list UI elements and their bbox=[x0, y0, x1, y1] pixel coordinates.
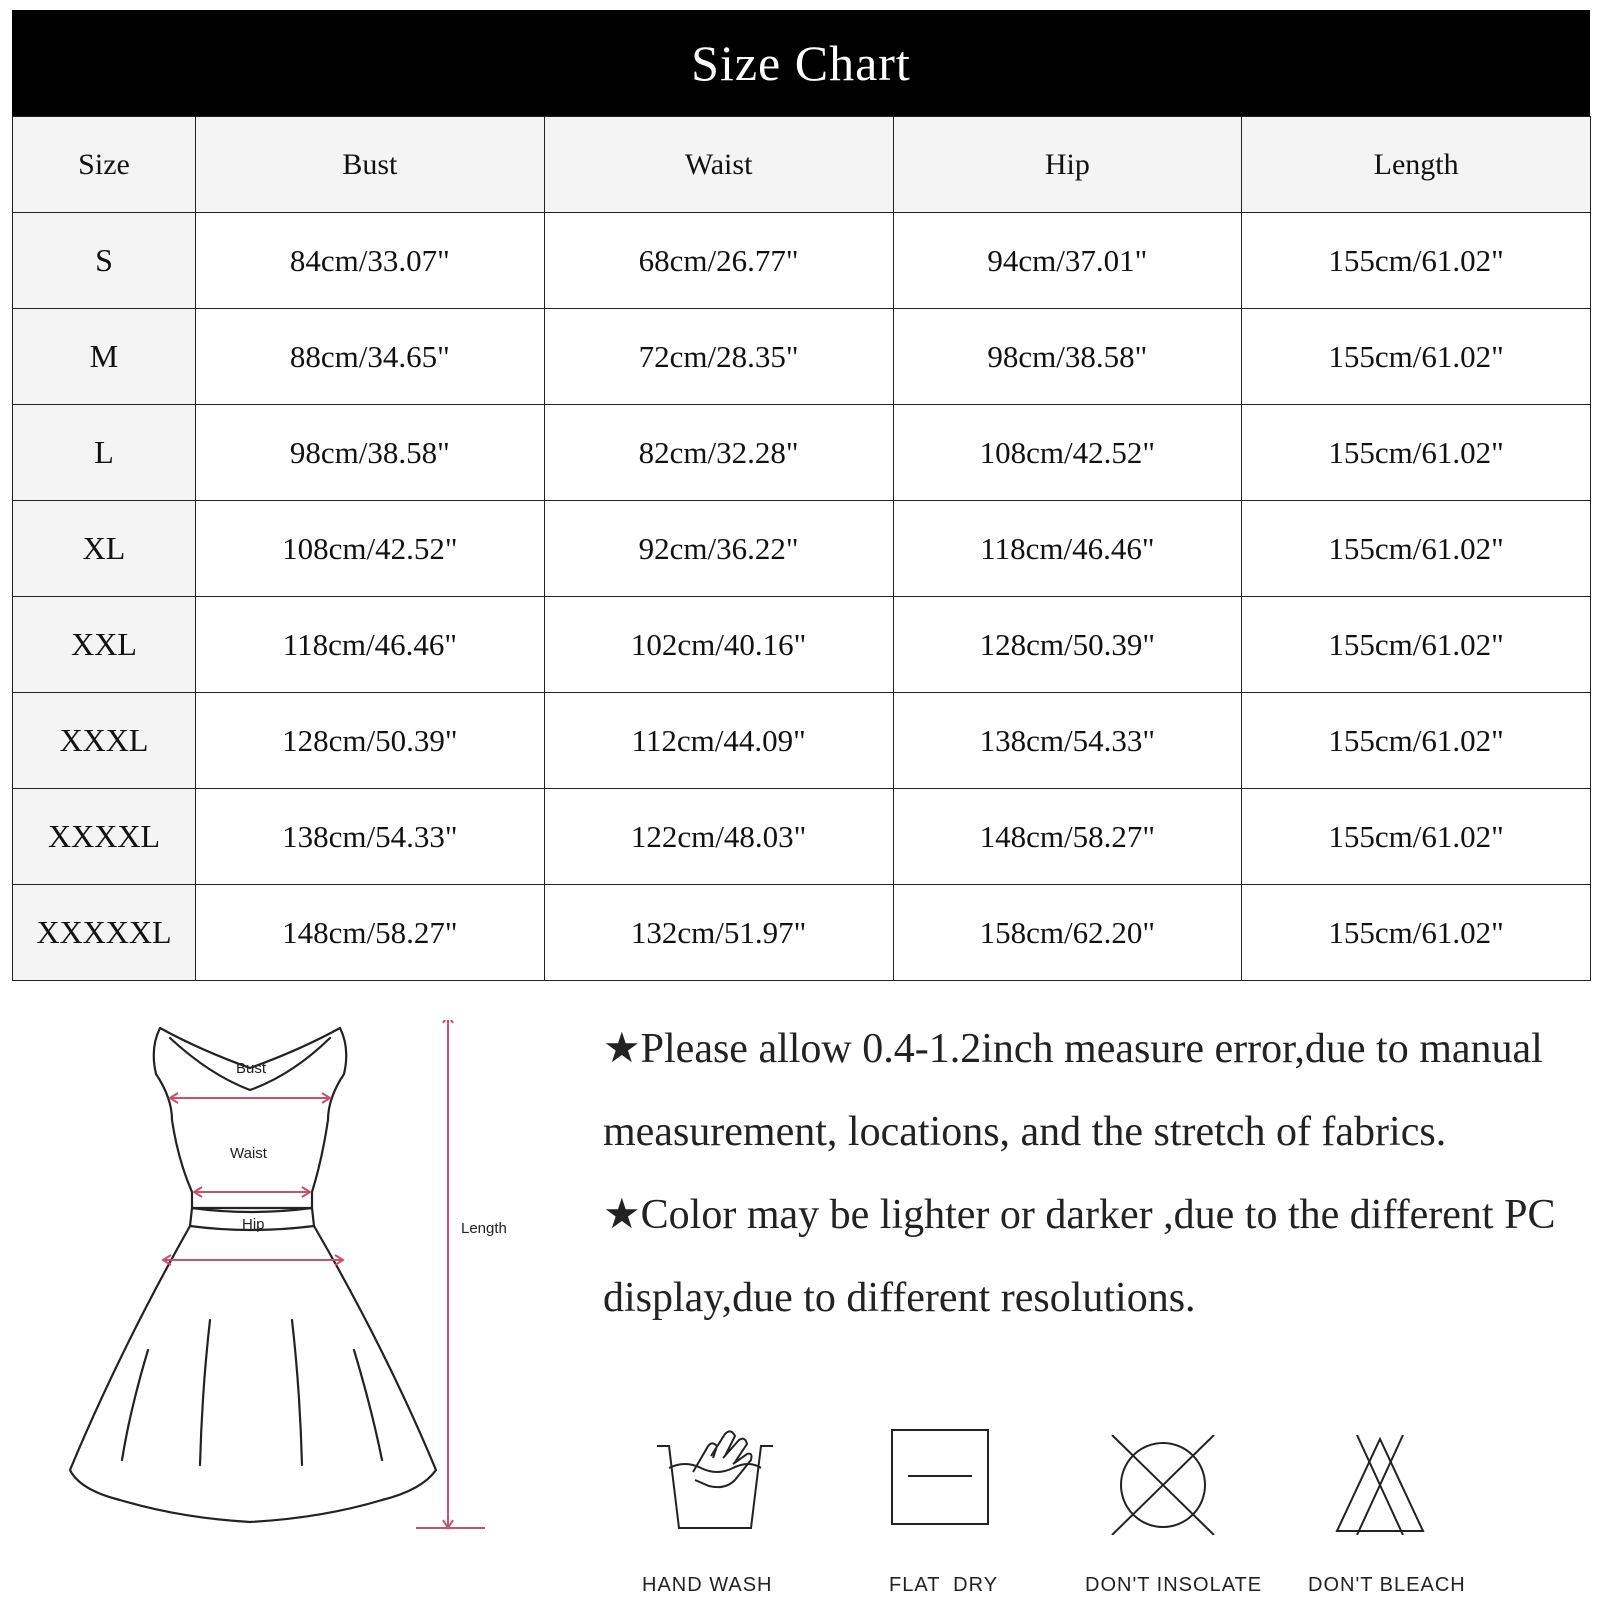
diagram-label-hip: Hip bbox=[242, 1216, 265, 1233]
column-header-hip: Hip bbox=[893, 117, 1242, 213]
table-row bbox=[13, 213, 1591, 309]
cell-bust: 138cm/54.33" bbox=[196, 789, 545, 885]
dress-outline bbox=[60, 1020, 540, 1565]
cell-length: 155cm/61.02" bbox=[1242, 789, 1591, 885]
cell-bust: 148cm/58.27" bbox=[196, 885, 545, 981]
cell-hip: 94cm/37.01" bbox=[893, 213, 1242, 309]
column-header-waist: Waist bbox=[544, 117, 893, 213]
cell-size: XL bbox=[13, 501, 196, 597]
note-color-variance: ★Color may be lighter or darker ,due to the different PC display,due to different resolutions. bbox=[603, 1192, 1556, 1321]
table-row bbox=[13, 309, 1591, 405]
cell-bust: 88cm/34.65" bbox=[196, 309, 545, 405]
size-chart-header bbox=[12, 10, 1590, 116]
cell-size: XXL bbox=[13, 597, 196, 693]
diagram-label-length: Length bbox=[461, 1220, 507, 1237]
product-notes bbox=[603, 1008, 1563, 1340]
table-row bbox=[13, 597, 1591, 693]
cell-length: 155cm/61.02" bbox=[1242, 405, 1591, 501]
cell-bust: 118cm/46.46" bbox=[196, 597, 545, 693]
table-row bbox=[13, 405, 1591, 501]
cell-length: 155cm/61.02" bbox=[1242, 693, 1591, 789]
hand-wash-icon bbox=[655, 1428, 775, 1538]
flat-dry-icon bbox=[890, 1428, 990, 1528]
cell-size: L bbox=[13, 405, 196, 501]
cell-hip: 98cm/38.58" bbox=[893, 309, 1242, 405]
cell-length: 155cm/61.02" bbox=[1242, 885, 1591, 981]
cell-waist: 122cm/48.03" bbox=[544, 789, 893, 885]
diagram-label-bust: Bust bbox=[236, 1060, 267, 1077]
cell-bust: 84cm/33.07" bbox=[196, 213, 545, 309]
cell-hip: 138cm/54.33" bbox=[893, 693, 1242, 789]
cell-size: XXXXXL bbox=[13, 885, 196, 981]
table-header-row bbox=[13, 117, 1591, 213]
table-row bbox=[13, 789, 1591, 885]
cell-hip: 128cm/50.39" bbox=[893, 597, 1242, 693]
care-label-flat-dry: FLAT DRY bbox=[889, 1574, 999, 1596]
cell-waist: 112cm/44.09" bbox=[544, 693, 893, 789]
size-chart bbox=[12, 10, 1590, 981]
column-header-length: Length bbox=[1242, 117, 1591, 213]
table-row bbox=[13, 501, 1591, 597]
cell-waist: 102cm/40.16" bbox=[544, 597, 893, 693]
cell-hip: 148cm/58.27" bbox=[893, 789, 1242, 885]
cell-hip: 158cm/62.20" bbox=[893, 885, 1242, 981]
care-label-dont-insolate: DON'T INSOLATE bbox=[1085, 1574, 1263, 1596]
cell-length: 155cm/61.02" bbox=[1242, 501, 1591, 597]
cell-size: S bbox=[13, 213, 196, 309]
table-row bbox=[13, 693, 1591, 789]
note-measure-error: ★Please allow 0.4-1.2inch measure error,due to manual measurement, locations, and the stretch of fabrics. bbox=[603, 1026, 1543, 1155]
cell-waist: 82cm/32.28" bbox=[544, 405, 893, 501]
cell-bust: 108cm/42.52" bbox=[196, 501, 545, 597]
cell-waist: 72cm/28.35" bbox=[544, 309, 893, 405]
cell-bust: 128cm/50.39" bbox=[196, 693, 545, 789]
diagram-label-waist: Waist bbox=[230, 1145, 267, 1162]
cell-size: M bbox=[13, 309, 196, 405]
cell-length: 155cm/61.02" bbox=[1242, 213, 1591, 309]
cell-size: XXXXL bbox=[13, 789, 196, 885]
cell-hip: 108cm/42.52" bbox=[893, 405, 1242, 501]
column-header-bust: Bust bbox=[196, 117, 545, 213]
cell-hip: 118cm/46.46" bbox=[893, 501, 1242, 597]
care-label-hand-wash: HAND WASH bbox=[642, 1574, 773, 1596]
cell-length: 155cm/61.02" bbox=[1242, 597, 1591, 693]
care-label-dont-bleach: DON'T BLEACH bbox=[1308, 1574, 1466, 1596]
cell-waist: 68cm/26.77" bbox=[544, 213, 893, 309]
dont-bleach-icon bbox=[1335, 1435, 1425, 1535]
cell-bust: 98cm/38.58" bbox=[196, 405, 545, 501]
dress-diagram bbox=[60, 1020, 540, 1565]
cell-length: 155cm/61.02" bbox=[1242, 309, 1591, 405]
size-table bbox=[12, 116, 1591, 981]
size-chart-title: Size Chart bbox=[691, 35, 911, 91]
dont-insolate-icon bbox=[1108, 1435, 1218, 1535]
column-header-size: Size bbox=[13, 117, 196, 213]
table-row bbox=[13, 885, 1591, 981]
cell-waist: 92cm/36.22" bbox=[544, 501, 893, 597]
size-table-body bbox=[13, 213, 1591, 981]
cell-waist: 132cm/51.97" bbox=[544, 885, 893, 981]
cell-size: XXXL bbox=[13, 693, 196, 789]
